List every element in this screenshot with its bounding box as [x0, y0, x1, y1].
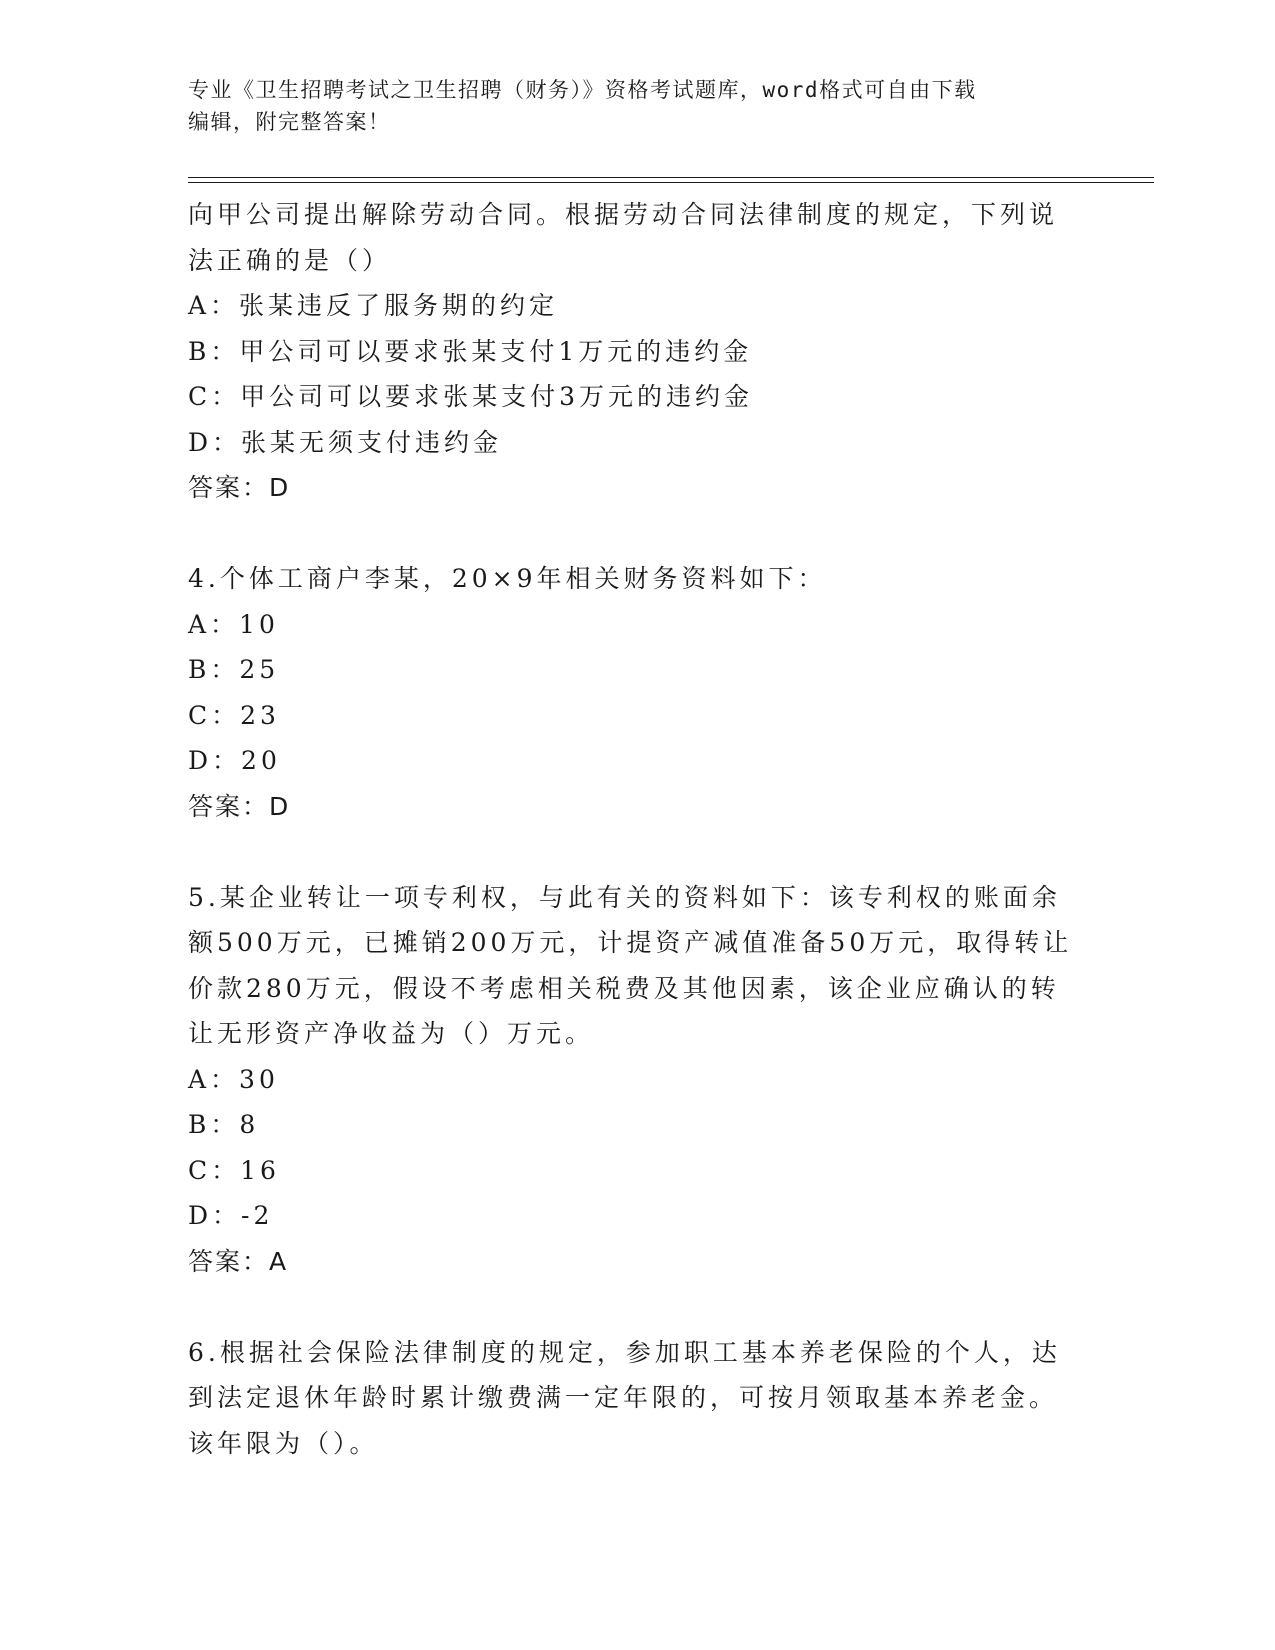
option-c: C：23 [188, 700, 280, 730]
header-divider-bottom [188, 182, 1154, 183]
question-text: 让无形资产净收益为（）万元。 [188, 1019, 595, 1048]
question-text: 5.某企业转让一项专利权，与此有关的资料如下：该专利权的账面余 [188, 882, 1061, 912]
header-line-1: 专业《卫生招聘考试之卫生招聘（财务）》资格考试题库，word格式可自由下载 [188, 78, 977, 102]
question-text: 价款280万元，假设不考虑相关税费及其他因素，该企业应确认的转 [188, 973, 1060, 1003]
question-text: 额500万元，已摊销200万元，计提资产减值准备50万元，取得转让 [188, 928, 1073, 957]
option-c: C：16 [188, 1155, 280, 1185]
question-text: 向甲公司提出解除劳动合同。根据劳动合同法律制度的规定，下列说 [188, 200, 1059, 229]
option-c: C：甲公司可以要求张某支付3万元的违约金 [188, 382, 754, 411]
question-text: 法正确的是（） [188, 245, 392, 275]
option-d: D：20 [188, 746, 281, 775]
document-header [188, 74, 1088, 138]
question-text: 6.根据社会保险法律制度的规定，参加职工基本养老保险的个人，达 [188, 1337, 1061, 1367]
option-a: A：30 [188, 1064, 279, 1094]
header-divider-top [188, 177, 1154, 178]
option-a: A：张某违反了服务期的约定 [188, 291, 559, 320]
answer: 答案：A [188, 1246, 289, 1276]
option-a: A：10 [188, 609, 279, 639]
option-d: D：张某无须支付违约金 [188, 427, 503, 457]
question-3 [188, 192, 1088, 511]
question-text: 4.个体工商户李某，20×9年相关财务资料如下： [188, 564, 827, 593]
header-line-2: 编辑，附完整答案！ [188, 110, 391, 134]
option-b: B：8 [188, 1110, 260, 1139]
question-5 [188, 875, 1088, 1285]
question-4 [188, 556, 1088, 829]
option-b: B：25 [188, 655, 280, 684]
question-text: 该年限为（）。 [188, 1428, 379, 1458]
option-d: D：-2 [188, 1201, 274, 1230]
answer: 答案：D [188, 473, 291, 502]
question-list [188, 192, 1088, 1466]
answer: 答案：D [188, 791, 291, 821]
question-text: 到法定退休年龄时累计缴费满一定年限的，可按月领取基本养老金。 [188, 1383, 1059, 1412]
option-b: B：甲公司可以要求张某支付1万元的违约金 [188, 336, 753, 366]
question-6 [188, 1330, 1088, 1467]
